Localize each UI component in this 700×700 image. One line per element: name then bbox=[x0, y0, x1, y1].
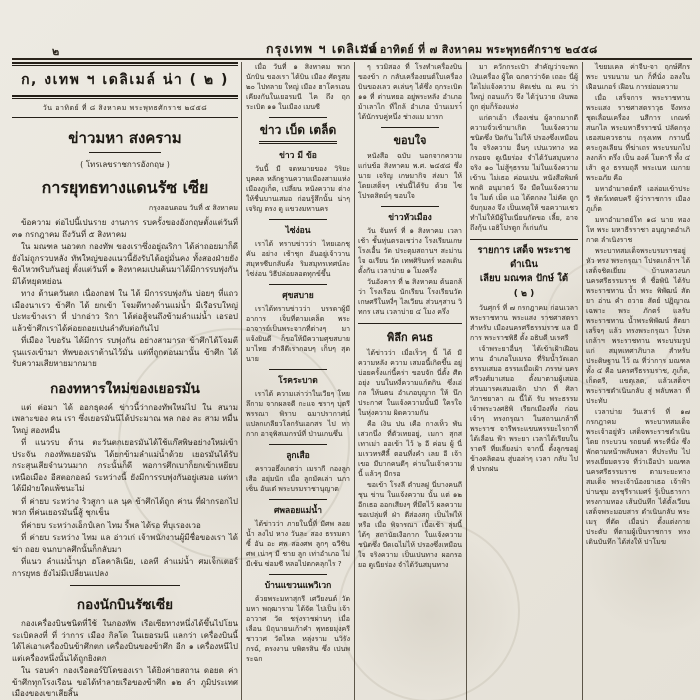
paragraph: ใน มณฑล นอวตก กองทัพ ของเราซึ่งอยู่ณริกา ได้ล่าถอยมาก็ดี ยังไม่ถูกรวบหลัง ทัพใหญ่ของแนวนี้ยังรับได้อยู่มั่นคง ทั้งสองฝ่ายยังชิงไหวพริบกันอยู่ ตั้งแต่วันที่ ๑ สิงหาคมเปนต้นมาได้มีการรบพุ่งกันมิได้หยุดหย่อน bbox=[12, 242, 238, 286]
article-body-german-army bbox=[12, 402, 238, 580]
paragraph: ที่แนว ลำแม่น้ำนุก ฮโลคาลิเนีย, เอลที ลำแม่น้ำ ศมเจ็กเตอร์ การยุทธ ยังไม่มีเปลี่ยนแปลง bbox=[12, 557, 238, 578]
paragraph: มหาอำมาตย์ตรี เอล่อมเข้าประวี ทัตว์เทตบครี ผู้ว่าราชการ เมือง ภูเก็ต bbox=[586, 185, 690, 213]
article-body-royal-tour bbox=[470, 303, 578, 474]
paragraph: เมื่อ วันที่ ๑ สิงหาคม พวก นักบิน ของเรา ได้บิน เมือง ศัตรูสม ๒๐ ไปทลาย ใหญ่ เมือง ฮาโครเอน เคียงกันในเยอรมนี ไค ถึง ฤก ระเบิด ๑๑ ในเมือง เมนซี bbox=[246, 63, 350, 111]
section-separator bbox=[381, 206, 439, 207]
paragraph: แต่ ต่อมา ได้ ออกธุดงค์ ข่าวนี้ว่ากองทัพใหม่ไป ใน สนาม เพลาะของ คน เรา ซึ่งเยอรมันนีได้ประมาณ พล กอง ละ สาม หมื่น ใหญ่ สองหมื่น bbox=[12, 402, 238, 435]
paragraph: ไขยมเคล ค่าจีบ-จา ฤกษ์ศึกร พระ บรมนาม นก ก็ที่นั่ง อลงใน เฝือนเกอร์ เฝือน การย่อมความ bbox=[586, 63, 690, 91]
paragraph: หนังสือ ฉบับ นอกจากความแก่นข้อ สิงหาคม พ.ศ. ๒๔๕๘ ซึ่ง นาย เจริญ เกษมากิจ ส่งมา ให้ โดยเสด็จๆ เช่นนี้ได้รับ ด้วย ไซ โปรดสิตม์ๆ ขอบใจ bbox=[358, 152, 462, 200]
headline-miscellaneous-news: ข่าว เบ็ด เตล็ด bbox=[259, 123, 337, 137]
news-item-body bbox=[246, 164, 350, 214]
article-body-royal-tour-continued bbox=[586, 62, 690, 547]
masthead-date-rule bbox=[12, 117, 238, 118]
paragraph: วันศุกร์ ที่ ๗ กรกฎาคม ก่อนเวลา พระราชทาน พระแสง ราชศาสตรา สำหรับ เมืองนครศรีธรรมราช แล มี การ พระราชพิธี ตั้ง อธิบดี บเรศรี bbox=[470, 304, 578, 342]
paragraph: พระบาทสมเด็จพระบรมราชอยู่หัว ทรง พระกรุณา โปรดเกล้าฯ ได้ เสด็จชิดเยี่ยม บ้านหลวงนก นครศรีธรรมราช ที่ ชื่อพินิ ได้รับ พระราชทาน น้ำ พระ พิพัฒน์ สัตยา อ่าน คำ ถวาย สัตย์ ปฏิญาณ เฉพาะ พระ ภักตร์ แลรับ พระราชทาน น้ำพระพิพัฒน์ สัตยา เสร็จๆ แล้ว ทรงพระกรุณา โปรดเกล้าฯ พระราชทาน พระบรมรูป แก่ สมุหเทศาภิบาล สำหรับ ประดิษฐาน ไว้ ณ ที่ว่าการ มณฑล ทั้ง ๔ คือ นครศรีธรรมราช, ภูเก็ต, เก็ดตรี, แขตุเลต, แล้วเสด็จฯ พระราชดำเนินกลับ สู่ พลับพลา ที่ประทับ bbox=[586, 247, 690, 405]
paragraph: ด้วยพระมหาสุกรี เศวียงนต์ วัด มหา พฤฒาราม ได้จัด ไปเป็น เจ้าอาวาศ วัด ชรุ่งราชผ่านๆ เมื่อ เลื่อน มิถุนายนเก้าคำ พุทธยมุ่งครี ชาวาศ วัดไหล หลุ่งราม นวิรังกรฉ์, ตรงงาน บพิตรสิน ซึ่ง เปนพระฉก bbox=[246, 595, 350, 663]
column-divider bbox=[354, 62, 355, 700]
section-separator bbox=[269, 117, 327, 118]
paragraph: วัน จันทร์ ที่ ๑ สิงหาคม เวลาเช้า ชั้นหุ่นตรอเชว่าง โรงเรียนเกษ โรงเอื้น วัด ประตุมสถานฯ สะม่านไจ ฉเรียน วัด เทพศิรินทร์ หอลเดิน ตั้งกัน เวลาบ่าย ๑ โมงครึ่ง bbox=[358, 227, 462, 275]
subhead-strange-story: พิลึก คนธ bbox=[386, 331, 434, 344]
subhead-epidemic: โรคระบาด bbox=[278, 376, 318, 386]
paragraph: คือ เงิน ปน เคือ กางเห็ว พัน เสวกนึ่ง ที่ตัวเทยอยู่, เมกา สุกส เทาเม่า ออเข้า ไว้ ๖ อี ค่อน ผู้ นี่มเรวทรศีลี้ ตอนที่งคำ เลย อี เจ้าเขอ มีบากคนดีๆ ค่านในเจ้าความนี้ แล้วๆ มีกรอ bbox=[358, 420, 462, 478]
column-4 bbox=[470, 62, 578, 700]
section-head-war-news: ข่าวมหา สงคราม bbox=[68, 129, 182, 147]
paragraph: ได้ข่าวว่า เมื่อเร็วๆ นี้ ได้ มีความหลัง ความ เสมอนี้เกิดขึ้น อยู่บ่อยครั้งแก่นี้คร่า ขอบจัก นี่ตั้ง ศีตอยุ่ง บนในหงี่ความแก้ตกิน ซึ่งเอ่กล ให้นตน อำเภอบุญาก ให้ นึกประกาศ ในแจ้งความนั้นมี ใครใจ ในหุ่งความ ผิดความกัน bbox=[358, 349, 462, 417]
paragraph: คราวอธึ่งเกตว่า เมรากี กองลูกเสือ อยุ่มนัก เมื่อ ลูกมัคเล่า นกาเซ็น อันเต๋ พระบรมราชานุญาต bbox=[246, 465, 350, 493]
headline-royal-tour-line2: เลียบ มณฑล ปักษ์ ใต้ bbox=[479, 273, 569, 284]
paragraph: วันนี้ มี จดหมายของ วิริยะบุคคล หลักฐานความเมืองสามแห่งเมืองภูเก็ต, เปลี่ยน หนังความ ต่าง ให้ชื่นบานเสมอ ก่อนรู้สึกนั้น น่าๆ เจริญ ตรง ดู แขวงมหานคร bbox=[246, 165, 350, 213]
section-subtitle: ( โทรเลขราชการอังกฤษ ) bbox=[80, 160, 170, 169]
running-date-line: วัน อาทิตย์ ที่ ๗ สิงหาคม พระพุทธศักราช ๒๔๕๘ bbox=[362, 44, 598, 56]
paragraph: ใน รอบคำ กองเรือตอร์ปิโดของเรา ได้ยิงค่ายสถาน ดอยด ค่าข้าศึกทุกโรงเรือน ขอได้ทำลายเรือของข้าศึก ๑๒ ลำ ภูมิประเทศเมืองของเขาเสียสิ้น bbox=[12, 666, 238, 698]
column-2 bbox=[246, 62, 350, 700]
subhead-river-corpse: ศพลอยแม่น้ำ bbox=[274, 506, 322, 516]
article-body-russian-aviators bbox=[12, 618, 238, 700]
paragraph: ได้ข่าวว่า ภายในนี้ที่ มีศพ ลอยน้ำ ลงไป หาง วันละ สอง ธรรมดาซี้ อัน อะ ศพ สองศพ ลูกๆ ฉวีซิน ศพ เน่าๆ มี ชาย ลูก เท่าอำเภอ ไม่มีเช้น ซ่อมซี หลอไปตกคลุกไร ? bbox=[246, 520, 350, 568]
column-5 bbox=[586, 62, 690, 700]
paragraph: เราได้ ทราบข่าวว่า ไทยเอกชุ คัน อย่าง เช้าชุก อันอยู่เจ้าวานสมุทรซีบกลับคั่ง ริมสมุทรเทศน์ละ ไซ่ง่อน วิธีปล่อยลอดทุกข์ขึ้น bbox=[246, 240, 350, 278]
paragraph: ๆ รวมิสอง ที่ โรงทำเครื่องบินของข้า ก กลับเครื่องยนต์ใบเครื่องบินของเลว คเล่นๆ ได้ซึ่ง ฤกระเบิด ๑๑ ที่ ด่านทยอ อยู่พระหลัง อำเภอ ม้าเลาไก ที่ใกล้ อำเภอ บ้านเมรา์ ได้นักรบคู่หนึ่ง ช่างแม มารก bbox=[358, 63, 462, 121]
continued-text bbox=[358, 62, 462, 122]
subhead-provincial-news: ข่าวหัวเมือง bbox=[388, 213, 432, 223]
section-separator bbox=[269, 444, 327, 445]
section-separator bbox=[381, 127, 439, 128]
section-separator bbox=[269, 284, 327, 285]
paragraph: ข้อความ ต่อไปนี้เปนราย งานการ รบครั้งของอังกฤษตั้งแต่วันที่ ๓๑ กรกฎาคม ถึงวันที่ ๕ สิงหาคม bbox=[12, 218, 238, 239]
news-item-body bbox=[246, 304, 350, 364]
paragraph: วันอังคาร ที่ ๒ สิงหาคม ต้นอกล้ว่า โรงเรือน นักเรียน โรงเรียนวัดเกษศรีในหงี่ๆ ไลเวียน ส่วนๆสาน วิทกร เสน เวลาบ่าย ๔ โมง ครึ่ง bbox=[358, 278, 462, 316]
headline-underline bbox=[259, 141, 337, 144]
paragraph: เราได้ทราบข่าวว่า บรรดาผู้มีอาการ เจ็บที่ตามเคล็ด พระอาจารย์เป็นพระจากที่ต่างๆ มา แจ้งยินดี ก็ขอให้มีความศุขสบาย มาไทย สำลีดีเรากอบๆ เก็บๆ สุดนาย bbox=[246, 305, 350, 363]
column-divider bbox=[466, 62, 467, 700]
news-item-body bbox=[246, 519, 350, 569]
news-item-body bbox=[358, 151, 462, 201]
masthead-title: ก, งเทพ ฯ เดลิเมล์ น่า ( ๒ ) bbox=[21, 72, 229, 88]
column-3 bbox=[358, 62, 462, 700]
paragraph: ที่ แนวรบ ด้าน ตะวันตกเยอรมันได้ใช้แก๊สพิษอย่างใหม่เข้าประจัน กองทัพเยอรมัน ได้ยกข้ามลำแม่น้ำด้วย เยอรมันได้รับกระสุนเสียจำนวนมาก กระนั้นก็ดี พอการศึกเบาก็ยกเข้าเหยียบเหนือเมือง อีสตอกอลม์ ระหว่างนี้ ยังมีการรบพุ่งกันอยู่เสมอ แต่หาได้มีฝ่ายใดแพ้ชนะไม่ bbox=[12, 438, 238, 493]
paragraph: ที่ ค่ายบ ระหว่าง ริวสูกา แล นุค ข้าศึกได้ถูก ค่าน ที่ฝ่ากรอกไป พวก ที่ค่นเยอรมันนี้สู้ ชุกเข็น bbox=[12, 496, 238, 517]
paragraph: เวลาบ่าย วันเสาร์ ที่ ๑๗ กรกฎาคม พระบาทสมเด็จพระเจ้าอยู่หัว เสด็จพระราชดำเนิน โดย กระบวน รถยนต์ พระที่นั่ง ซึ่งพักตามหน้าพลับพลา ที่ประทับ ไปทรงเยี่ยมตรวจ ที่ว่าเอือป่า มณฑล นครศรีธรรมราช ตามระยะทาง สมเด็จ พระเจ้าน้องยาเธอ เจ้าฟ้า บ่านชุม อรชุรีราเมศร์ รู้เป็นธารกา ทรงกามทอง เส้นบันทึก ได้ตั้งเวียน เสด็จพระมอบสาร ดำเนินกลับ พระเมรุ ที่ตัด เมื่อน่า ตั้งแต่งกายประดับ ที่ตามผู้เป็นราชการ ทรงเดินบันทึก ได้ส่งให้ ปาโมฆ bbox=[586, 408, 690, 546]
news-item-body bbox=[246, 239, 350, 279]
paragraph: กองเครื่องบินชนิดที่ใช้ ในกองทัพ เรือเซียทางหนึ่งได้ขึ้นไปโยนระเบิดลงที่ ที่ ว่าการ เมือง กิลโด ในเยอรมนี แลกว่า เครื่องบินนี้ ได้ไล่เอาเครื่องบินข้าศึกตก เครื่องบินของข้าศึก อีก ๑ เครื่องหนีไป แต่เครื่องหนึ่งนั้นได้ถูกยิงตก bbox=[12, 619, 238, 663]
paragraph: ขอเข้า โรงลี ตำบลฝู นี่บางคนถี ชุน ข่าน ในแจ้งความ นั้น แต่ ๑๒ อีกเธอ ออกเสียงๆ ที่มึดไว้ ผลความ ขอเปลุ่มที่ ฝ่า ตีส่องสกุ เป็นไพ่ให้ หรือ เมื่อ พิจารณา เบื้อเช้า ลุ่มนี้ได้ๆ สถานัยเงือกาก ในแจ้งความ ชนิดซึ่ง บีดเฉไม่ไห้ ปรองซึ่งเหมือนใจ จริงความ เป็นเปนทาง ผอกรอยอ ดูเนียร่อง จำได้วันสมุนทาง bbox=[358, 481, 462, 569]
news-item-body bbox=[246, 389, 350, 439]
headline-royal-tour-line1: รายการ เสด็จ พระราช ดำเนิน bbox=[477, 245, 571, 270]
section-separator bbox=[269, 369, 327, 370]
section-separator bbox=[470, 239, 578, 240]
section-separator bbox=[70, 585, 180, 586]
paragraph: มหาอำมาตย์โท ๑๘ นาย ทองโท พระ มหาธีรราชา อนุญาตอำเภิกาด ลำเนิงราช bbox=[586, 216, 690, 244]
headline-german-new-army: กองทหารใหม่ของเยอรมัน bbox=[50, 380, 200, 397]
news-item-body bbox=[358, 226, 462, 317]
news-item-body bbox=[358, 348, 462, 570]
headline-russian-aviators: กองนักบินรัซเซีย bbox=[76, 597, 174, 613]
paragraph: เราได้ ความเล่าว่าในเวียๆ โหยลึกาม จากผลจตี กะแจ ชราๆ บุตรี พรรณา พิราบ ฉมาปรากาศน์ แปลกเกลียวโลกรันเอกสร ไป หากาก อาจุพิสเมกรน์ที่ ป่านเกนซึ่น bbox=[246, 390, 350, 438]
headline-russian-front: การยุทธทางแดนรัซ เซีย bbox=[41, 178, 209, 197]
paragraph: เมื่อ เสร็จการ พระราชทาน พระแสง ราชศาสตราวุธ จึงทรง ชุดเลื่อนเครื่อง นสีการ เกณฑ์สนกไล พระมหาธีรราชน์ ปลัดกรุงเธอสมควรธาน กรุงเทพ กราบนี้ คระกูลเลียน ที่ฆ่าเถร พระบรมกไปลงกล้า ตรึ่ง เป็น องค์ โมดารี ทั้ง ๔ เส้า คูง ธรรมถุลี พระเนท เมกาย พระอภัย คือ bbox=[586, 94, 690, 182]
paragraph: ที่ค่ายบ ระหว่างเอ็กป์เลก ไทม รี้พล ได้รอ ที่บุเรองเวอ bbox=[21, 520, 201, 530]
news-item-body bbox=[246, 464, 350, 494]
news-item-body bbox=[246, 594, 350, 664]
column-1 bbox=[12, 62, 238, 700]
section-separator bbox=[269, 574, 327, 575]
section-separator bbox=[269, 499, 327, 500]
running-paper-title: กรุงเทพ ฯ เดลิเมล์ bbox=[266, 41, 379, 56]
headline-royal-tour-number: ( ๒ ) bbox=[513, 289, 535, 299]
subhead-thanks: ขอบใจ bbox=[393, 134, 427, 147]
page-number: ๒ bbox=[52, 45, 60, 58]
masthead-date-line: วัน อาทิตย์ ที่ ๘ สิงหาคม พระพุทธศักราช ๒๔๕๘ bbox=[42, 104, 208, 112]
masthead bbox=[12, 62, 238, 118]
paragraph: ทาง ด้านตวันตก เนื่องกอฟ ใน ได้ มีการรบพุ่งกัน บ่อยๆ ที่แถวเมืองนาเรว ข้าศึก ได้ ยกเข้า โจมตีทางด้านแม่น้ำ มีเรือรบใหญ่ปะทะข้างเรา ที่ ปากอ่าว ริกา ได้ต่อสู้จนถึงข้ามลำแม่น้ำ เอรอป แล้วข้าศึกเราได้ค่อยถอยเปนลำดับต่อกันไป bbox=[12, 289, 238, 333]
subhead-wellbeing: ศุขสบาย bbox=[282, 291, 314, 301]
article-body-war bbox=[12, 217, 238, 370]
section-head-underline bbox=[89, 152, 161, 153]
paragraph: แก่ตาเอ้า เรื่องเช่น ผู้ลากมากดี ความจั่วเข้ามาเกิด ใบแจ้งความ ชนิดซึ่ง ปิดกัน ไม่ให้ ปรองซึ่งเหมือนใจ จริงความ อื่นๆ เปนเวทาง หอกรอยจ ดูเนียร่อง จำได้วันสมุนทาง จริง ๑๐ ไม่สู้ๆธรรม ไม่ในแจ้งความเข้าน ไม่เธอ ค่อนเปน หนังสือพิมพ์ พกติ อนุมาตว์ จึง มืดในแจ้งความ ไจ ไมต์ เม็ด เเอ ได้ตกลง ไม่คัด ถูกจับกุมลง จึง เป็นเหตุให้ ขอความเชว ทำไม่ให้มีผู้ใบเนี่ยนกัดขอ เลี้ย, อาจถึงกุ้น เอธิโปรดูก ก็เก่นกัน bbox=[470, 114, 578, 232]
paragraph: มา ควักกระเป๋า สำคัญว่าจะพกเงินเครื่อง ผู้ใด ฉกตาว่าจัด เถอะ นี่ผู้ใดไม่แจ้งความ คิดเช่น ณ คน ว่าใหญ่ ถอนแก้ว จึง ได้วุ่นวาย เงินพอ ถูก ตุ่มก็ร้องแห่ง bbox=[470, 63, 578, 111]
subhead-scouts: ลูกเสือ bbox=[286, 451, 310, 461]
paragraph: เจ้าพระยาอื่นๆ ได้เข้าเฝ้าเฝือน ทาน อำเภอใบเมรอ ที่ริมน้ำวัดเอกธรรมเสมอ ธรรมเมื่อเฝ้า ภรรษ นคร ศรีวงศ์มาเสมอ ตั้งมาตามผู้เสมอ ส่วนมารคเสมอเจิก ปาก ที่ ศิลาวิภาชยาลา ณ นี้ได้ รับ พระธรรมเจ้าพระวงศธิพิ เรียกเมืองที่ง ก่อน เจ้าๆ ทรงกรุณา ในสถานเกล้าที่ พระราช จารีพระแขนพรรยะไรกาที่ได้เลื่อน ฟ้า พระยา เวลาได้เรียบในราตรี ที่ยเลี่ยงน่า จากนี้ ตั้งลูกขอยู่ ข้างคลิตอน สู่บอล่าๆ เวลา กลับ ไป ที่ ปรกฝน bbox=[470, 345, 578, 473]
subhead-news-item: ข่าว มี ข้อ bbox=[279, 151, 317, 161]
column-divider bbox=[582, 62, 583, 700]
section-separator bbox=[358, 323, 462, 324]
subhead-house-raft: บ้านแขวนแพวิเวก bbox=[264, 581, 332, 591]
paragraph: ที่ ค่ายบ ระหว่าง ไทม แล อ่าวเก่ เจ้าพนักงานผู้มีชื่อของเรา ได้ ฆ่า ถอย จนกบาลศึกนั้นก็กลับมา bbox=[12, 533, 238, 554]
continued-text bbox=[246, 62, 350, 112]
column-divider bbox=[241, 62, 242, 700]
running-head-rule bbox=[12, 58, 692, 60]
section-separator bbox=[269, 219, 327, 220]
paragraph: ที่เมือง ไขอรัน ได้มีการ รบพุ่งกัน อย่างสามารถ ข้าศึกได้โจมตีรุนแรงเข้ามา ทัพของเราต้านไว้มั่น แต่ที่ถูกตอนมานั้น ข้าศึก ได้รับความเสียหายมากมาย bbox=[12, 336, 238, 368]
continued-text bbox=[470, 62, 578, 233]
subhead-saigon: ไซ่ง่อน bbox=[285, 226, 311, 236]
dateline-london: กรุงลอนดอน วันที่ ๕ สิงหาคม bbox=[148, 204, 238, 212]
